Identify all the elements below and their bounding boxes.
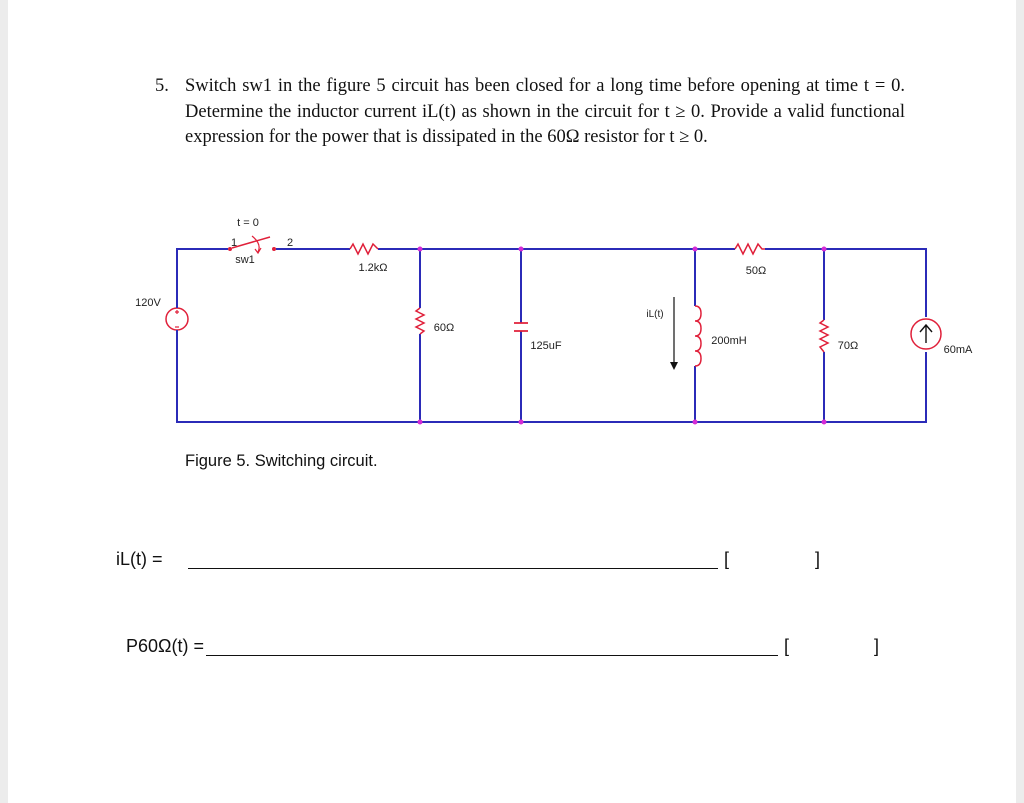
inductor-current-label: iL(t) [646,309,664,320]
resistor-50 [735,244,766,277]
resistor-zigzag [416,308,424,334]
problem-number: 5. [155,76,169,96]
inductor-current-arrow [646,297,678,370]
voltage-source-120v [135,297,188,340]
inductor-200mh [695,306,747,366]
resistor-1k2-label: 1.2kΩ [358,262,388,274]
capacitor-plates [514,323,528,331]
p60-close-bracket: ] [874,636,880,656]
current-source-label: 60mA [943,344,973,356]
resistor-70-label: 70Ω [837,340,859,352]
switch-name-label: sw1 [235,254,255,266]
inductor-coil [695,306,701,366]
resistor-zigzag [735,244,765,254]
wires [177,249,926,422]
node [418,420,423,425]
arrow-head [670,362,678,370]
il-answer-blank[interactable] [188,568,718,569]
switch-blade [232,237,270,248]
resistor-60-label: 60Ω [433,322,455,334]
node [519,420,524,425]
switch-time-label: t = 0 [237,217,259,229]
inductor-label: 200mH [711,335,747,347]
switch-sw1 [228,217,293,266]
resistor-70 [820,320,858,352]
p60-answer-blank[interactable] [206,655,778,656]
switch-pin2-label: 2 [286,237,294,249]
switch-pin1-label: 1 [230,237,238,249]
resistor-zigzag [820,320,828,352]
current-source-60ma [911,319,973,356]
node [693,247,698,252]
p60-answer-label: P60Ω(t) = [126,636,204,656]
il-open-bracket: [ [724,549,730,569]
wire-top-left [177,249,228,297]
resistor-60 [416,308,454,334]
resistor-zigzag [350,244,378,254]
problem-text: Switch sw1 in the figure 5 circuit has been closed for a long time before opening at time t = 0. Determine the inductor current iL(t) as shown in the circuit for t ≥ 0. Provide a valid functional expression for the power that is dissipated in the 60Ω resistor for t ≥ 0. [185,76,905,147]
node [822,247,827,252]
il-close-bracket: ] [815,549,821,569]
wire-bottom [177,340,926,422]
wire-top-right [765,249,926,317]
node [418,247,423,252]
resistor-50-label: 50Ω [745,265,767,277]
node [822,420,827,425]
voltage-label: 120V [135,297,161,309]
p60-open-bracket: [ [784,636,790,656]
capacitor-label: 125uF [530,340,562,352]
il-answer-label: iL(t) = [116,549,163,569]
node [519,247,524,252]
switch-contact [272,247,276,251]
figure-caption: Figure 5. Switching circuit. [185,452,378,470]
node [693,420,698,425]
